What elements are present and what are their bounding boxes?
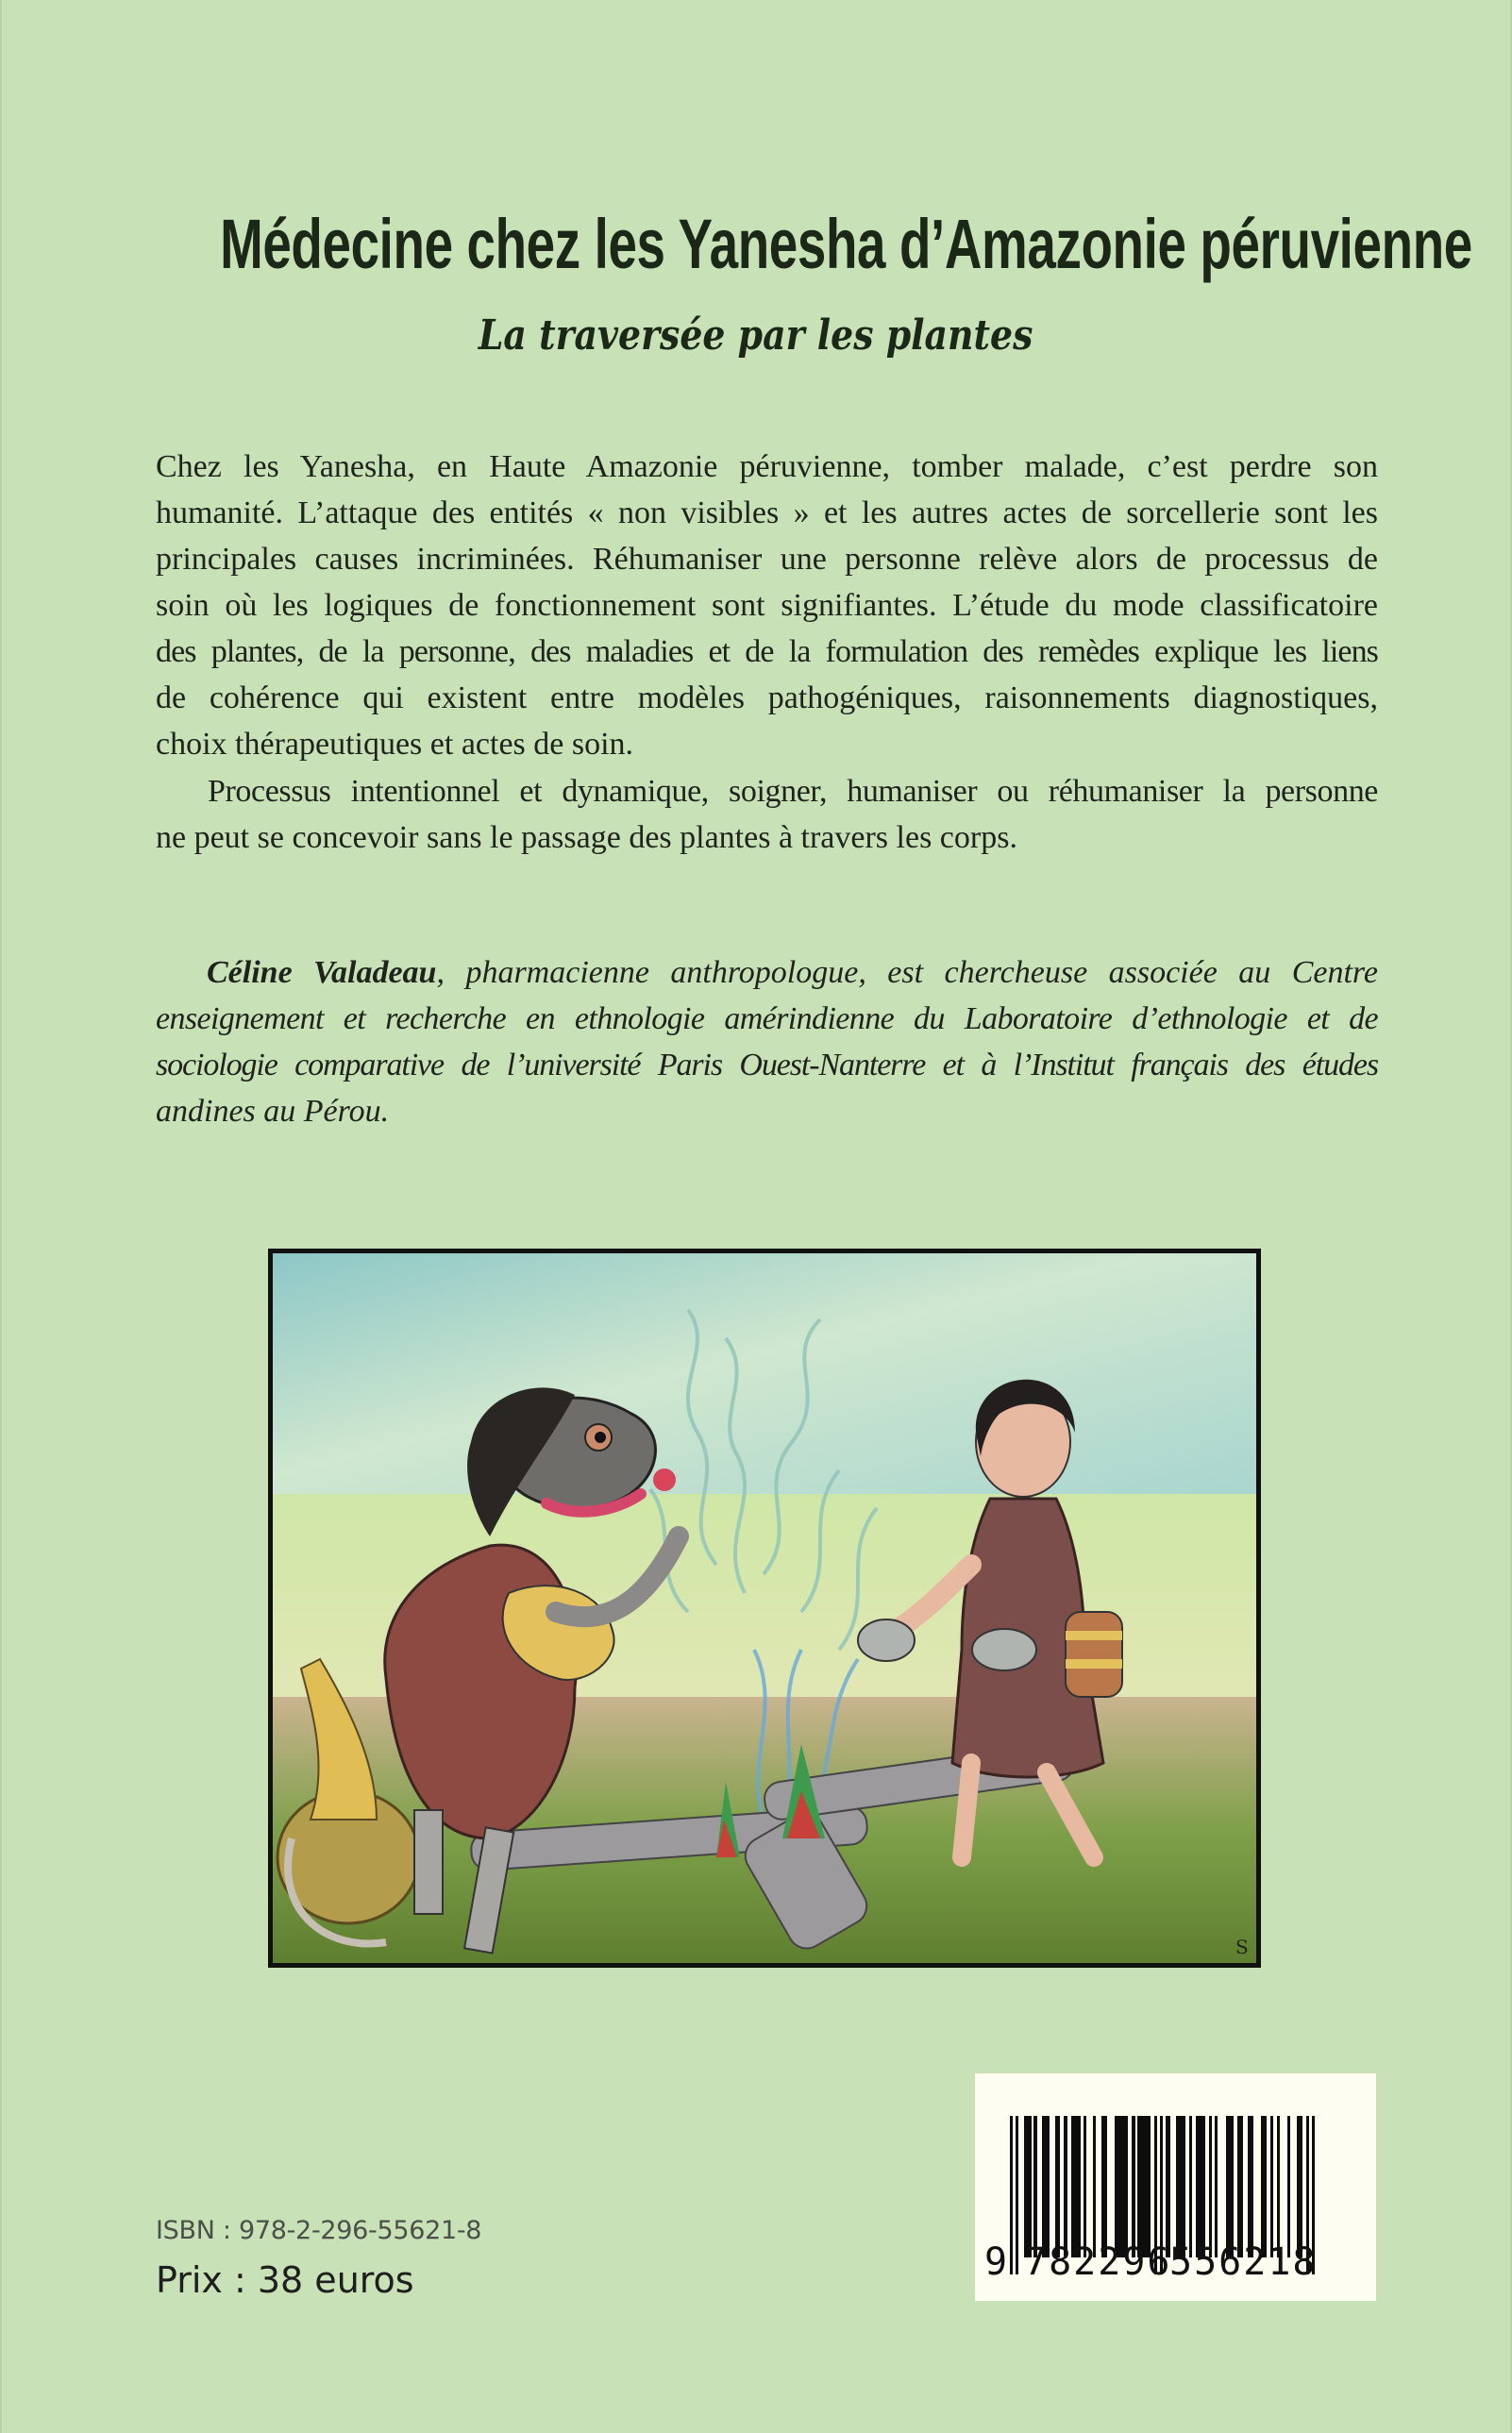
barcode [975, 2073, 1376, 2301]
barcode-left-group: 782296 [1024, 2240, 1172, 2284]
bio-line: sociologie comparative de l’université Paris Ouest-Nanterre et à l’Institut français des études [156, 1048, 1378, 1082]
summary-line: humanité. L’attaque des entités « non visibles » et les autres actes de sorcellerie sont les [156, 495, 1378, 530]
summary-line: Processus intentionnel et dynamique, soigner, humaniser ou réhumaniser la personne [208, 774, 1378, 809]
subtitle-block [0, 308, 1512, 364]
author-name: Céline Valadeau [207, 955, 437, 990]
summary-line: principales causes incriminées. Réhumaniser une personne relève alors de processus de [156, 542, 1378, 577]
bio-line: andines au Pérou. [156, 1094, 390, 1129]
artist-signature: S [1235, 1936, 1249, 1958]
price: Prix : 38 euros [156, 2259, 414, 2301]
bio-line [207, 949, 1378, 996]
bio-line: enseignement et recherche en ethnologie amérindienne du Laboratoire d’ethnologie et de [156, 1001, 1378, 1036]
isbn: ISBN : 978-2-296-55621-8 [156, 2216, 482, 2245]
bio-text: , pharmacienne anthropologue, est chercheuse associée au Centre [436, 955, 1378, 990]
book-title: Médecine chez les Yanesha d’Amazonie péruvienne [220, 205, 1472, 283]
summary-line: des plantes, de la personne, des maladies et de la formulation des remèdes explique les liens [156, 634, 1378, 669]
illustration-drawing [273, 1253, 1256, 1963]
summary-line: de cohérence qui existent entre modèles pathogéniques, raisonnements diagnostiques, [156, 680, 1378, 715]
barcode-right-group: 556218 [1169, 2240, 1318, 2284]
summary-line: Chez les Yanesha, en Haute Amazonie péruvienne, tomber malade, c’est perdre son [156, 449, 1378, 484]
barcode-digits [975, 2239, 1376, 2286]
summary-line: choix thérapeutiques et actes de soin. [156, 727, 634, 762]
cover-illustration [268, 1249, 1261, 1968]
summary-line: soin où les logiques de fonctionnement sont signifiantes. L’étude du mode classificatoire [156, 588, 1378, 623]
barcode-first-digit: 9 [984, 2240, 1008, 2284]
summary-line: ne peut se concevoir sans le passage des plantes à travers les corps. [156, 820, 1017, 855]
title-block [0, 202, 1512, 287]
book-subtitle: La traversée par les plantes [479, 311, 1033, 360]
